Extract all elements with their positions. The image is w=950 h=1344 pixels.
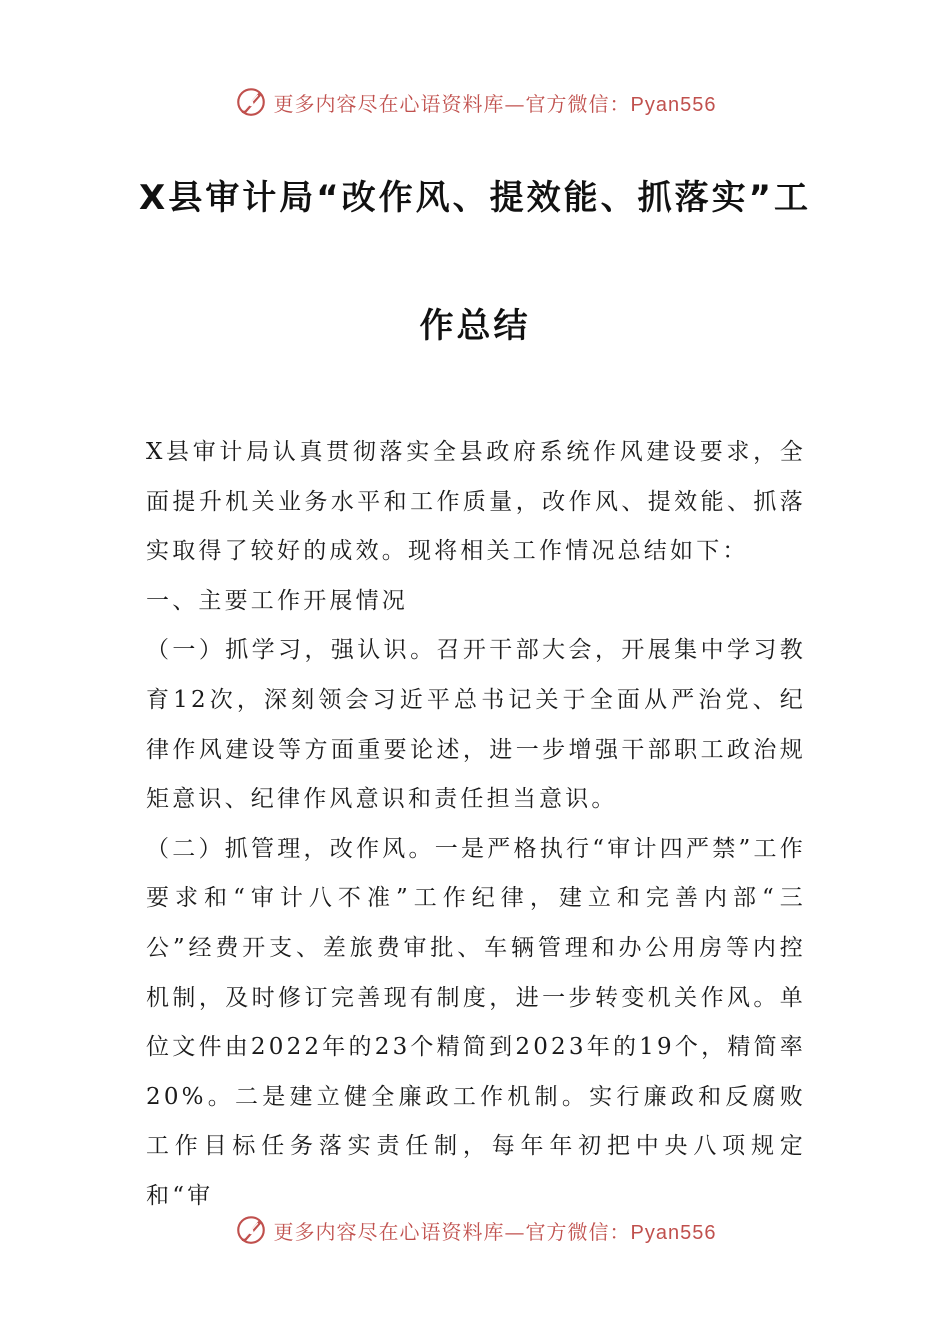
- quill-pen-logo-icon: [234, 85, 268, 119]
- document-body: [146, 428, 806, 1222]
- footer-watermark: [0, 1210, 950, 1250]
- header-watermark: [0, 82, 950, 122]
- management-paragraph: （二）抓管理，改作风。一是严格执行“审计四严禁”工作要求和“审计八不准”工作纪律，建立和完善内部“三公”经费开支、差旅费审批、车辆管理和办公用房等内控机制，及时修订完善现有制度，进一步转变机关作风。单位文件由2022年的23个精简到2023年的19个，精简率20%。二是建立健全廉政工作机制。实行廉政和反腐败工作目标任务落实责任制，每年年初把中央八项规定和“审: [146, 835, 806, 1209]
- watermark-text: 更多内容尽在心语资料库—官方微信：Pyan556: [273, 91, 717, 116]
- document-title-line-2: 作总结: [419, 306, 531, 346]
- watermark-text: 更多内容尽在心语资料库—官方微信：Pyan556: [273, 1219, 717, 1244]
- section-heading: 一、主要工作开展情况: [146, 587, 408, 614]
- intro-paragraph: X县审计局认真贯彻落实全县政府系统作风建设要求，全面提升机关业务水平和工作质量，改作风、提效能、抓落实取得了较好的成效。现将相关工作情况总结如下：: [146, 439, 806, 565]
- document-title-line-1: X县审计局“改作风、提效能、抓落实”工: [139, 178, 811, 218]
- quill-pen-logo-icon: [234, 1213, 268, 1247]
- study-paragraph: （一）抓学习，强认识。召开干部大会，开展集中学习教育12次，深刻领会习近平总书记关于全面从严治党、纪律作风建设等方面重要论述，进一步增强干部职工政治规矩意识、纪律作风意识和责任担当意识。: [146, 637, 806, 813]
- wechat-id: Pyan556: [630, 1221, 717, 1244]
- wechat-id: Pyan556: [630, 93, 717, 116]
